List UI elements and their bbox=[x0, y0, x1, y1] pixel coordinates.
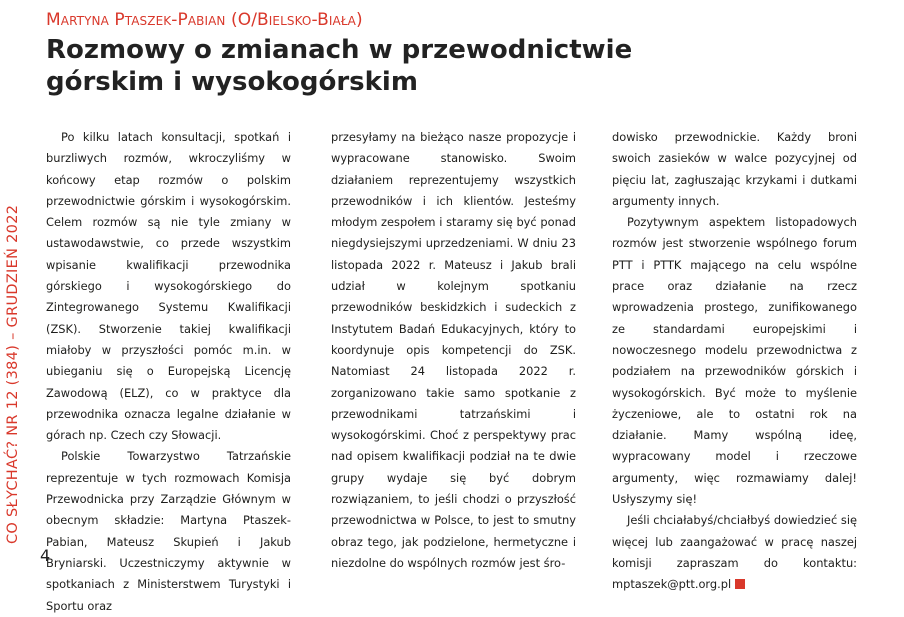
article-author: Martyna Ptaszek-Pabian (O/Bielsko-Biała) bbox=[46, 10, 363, 30]
page-number: 4 bbox=[40, 546, 51, 565]
paragraph: dowisko przewodnickie. Każdy broni swoich zasieków w walce pozycyjnej od pięciu lat, zagłuszając krzykami i dutkami argumenty innych. bbox=[612, 130, 857, 208]
article-title-line-2: górskim i wysokogórskim bbox=[46, 67, 418, 97]
magazine-issue-sidebar: CO SŁYCHAĆ? NR 12 (384) – GRUDZIEŃ 2022 bbox=[5, 204, 21, 544]
paragraph: Po kilku latach konsultacji, spotkań i burzliwych rozmów, wkroczyliśmy w końcowy etap rozmów o polskim przewodnictwie górskim i wysokogórskim. Celem rozmów są nie tyle zmiany w ustawodawstwie, co przede wszystkim wpisanie kwalifikacji przewodnika górskiego i wysokogórskiego do Zintegrowanego Systemu Kwalifikacji (ZSK). Stworzenie takiej kwalifikacji miałoby w przyszłości pomóc m.in. w ubieganiu się o Europejską Licencję Zawodową (ELZ), co w praktyce dla przewodnika oznacza legalne działanie w górach np. Czech czy Słowacji. bbox=[46, 130, 291, 443]
text-column-1 bbox=[46, 127, 291, 617]
paragraph: Polskie Towarzystwo Tatrzańskie reprezentuje w tych rozmowach Komisja Przewodnicka przy Zarządzie Głównym w obecnym składzie: Martyna Ptaszek-Pabian, Mateusz Skupień i Jakub Bryniarski. Uczestniczymy aktywnie w spotkaniach z Ministerstwem Turystyki i Sportu oraz bbox=[46, 449, 291, 613]
paragraph: przesyłamy na bieżąco nasze propozycje i wypracowane stanowisko. Swoim działaniem reprezentujemy wszystkich przewodników i ich klientów. Jesteśmy młodym zespołem i staramy się być ponad niegdysiejszymi uprzedzeniami. W dniu 23 listopada 2022 r. Mateusz i Jakub brali udział w kolejnym spotkaniu przewodników beskidzkich i sudeckich z Instytutem Badań Edukacyjnych, który to koordynuje opis kompetencji do ZSK. Natomiast 24 listopada 2022 r. zorganizowano takie samo spotkanie z przewodnikami tatrzańskimi i wysokogórskimi. Choć z perspektywy prac nad opisem kwalifikacji podział na te dwie grupy wydaje się być dobrym rozwiązaniem, to jeśli chodzi o przyszłość przewodnictwa w Polsce, to jest to smutny obraz tego, jak podzielone, hermetyczne i niezdolne do wspólnych rozmów jest śro- bbox=[331, 130, 576, 570]
text-column-3 bbox=[612, 127, 857, 596]
end-mark-icon bbox=[735, 579, 745, 589]
paragraph: Pozytywnym aspektem listopadowych rozmów jest stworzenie wspólnego forum PTT i PTTK mającego na celu wspólne prace oraz działanie na rzecz wprowadzenia prostego, zunifikowanego ze standardami europejskimi i nowoczesnego modelu przewodnictwa z podziałem na przewodników górskich i wysokogórskich. Być może to myślenie życzeniowe, ale to ostatni rok na działanie. Mamy wspólną ideę, wypracowany model i rzeczowe argumenty, więc rozmawiamy dalej! Usłyszymy się! bbox=[612, 215, 857, 507]
text-column-2 bbox=[331, 127, 576, 574]
contact-text: Jeśli chciałabyś/chciałbyś dowiedzieć się więcej lub zaangażować w pracę naszej komisji zapraszam do kontaktu: mptaszek@ptt.org.pl bbox=[612, 513, 857, 592]
article-title-line-1: Rozmowy o zmianach w przewodnictwie bbox=[46, 35, 633, 65]
article-title bbox=[46, 34, 746, 98]
paragraph-contact bbox=[612, 510, 857, 595]
